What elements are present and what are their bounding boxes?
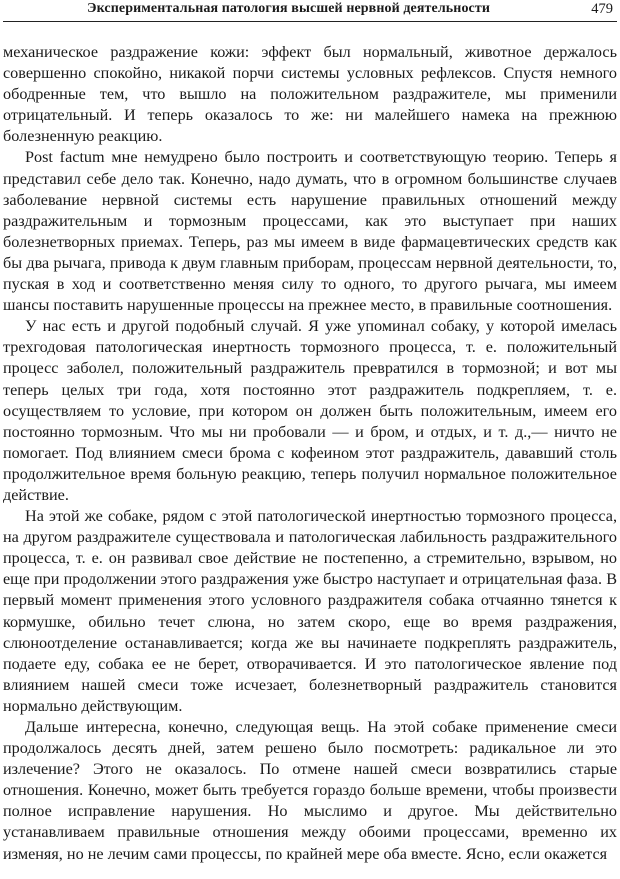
paragraph: Дальше интересна, конечно, следующая вещь. На этой собаке применение смеси продолжалось десять дней, затем решено было посмотреть: радикальное ли это излечение? Этого не оказалось. По отмене нашей смеси возвратились старые отношения. Конечно, может быть требуется гораздо больше времени, чтобы произвести полное исправление нарушения. Но мыслимо и другое. Мы действительно устанавливаем правильные отношения между обоими процессами, временно их изменяя, но не лечим сами процессы, по крайней мере оба вместе. Ясно, если окажется <box>3 718 617 863</box>
paragraph-continuation: механическое раздражение кожи: эффект был нормальный, животное держалось совершенно спокойно, никакой порчи системы условных рефлексов. Спустя немного ободренные тем, что вышло на положительном раздражителе, мы применили отрицательный. И теперь оказалось то же: ни малейшего намека на прежнюю болезненную реакцию. <box>3 43 617 146</box>
body-text <box>3 42 617 865</box>
paragraph: Post factum мне немудрено было построить и соответствующую теорию. Теперь я представил себе дело так. Конечно, надо думать, что в огромном большинстве случаев заболевание нервной системы есть нарушение правильных отношений между раздражительным и тормозным процессами, как это выступает при наших болезнетворных приемах. Теперь, раз мы имеем в виде фармацевтических средств как бы два рычага, привода к двум главным приборам, процессам нервной деятельности, то, пуская в ход и соответственно меняя силу то одного, то другого рычага, мы имеем шансы поставить нарушенные процессы на прежнее место, в правильные соотношения. <box>3 148 617 315</box>
running-header <box>3 1 617 22</box>
page-number: 479 <box>591 1 613 17</box>
paragraph: На этой же собаке, рядом с этой патологической инертностью тормозного процесса, на другом раздражителе существовала и патологическая лабильность раздражительного процесса, т. е. он развивал свое действие не постепенно, а стремительно, взрывом, но еще при продолжении этого раздражения уже быстро наступает и отрицательная фаза. В первый момент применения этого условного раздражителя собака отчаянно тянется к кормушке, обильно течет слюна, но затем скоро, еще во время раздражения, слюноотделение останавливается; когда же вы начинаете подкреплять раздражитель, подаете еду, собака ее не берет, отворачивается. И это патологическое явление под влиянием нашей смеси тоже исчезает, болезнетворный раздражитель становится нормально действующим. <box>3 507 617 715</box>
paragraph: У нас есть и другой подобный случай. Я уже упоминал собаку, у которой имелась трехгодовая патологическая инертность тормозного процесса, т. е. положительный процесс заболел, положительный раздражитель превратился в тормозной; и вот мы теперь целых три года, хотя постоянно этот раздражитель подкрепляем, т. е. осуществляем то условие, при котором он должен быть положительным, имеем его постоянно тормозным. Что мы ни пробовали — и бром, и отдых, и т. д.,— ничто не помогает. Под влиянием смеси брома с кофеином этот раздражитель, дававший столь продолжительное время больную реакцию, теперь получил нормальное положительное действие. <box>3 317 617 504</box>
book-page <box>3 0 617 879</box>
running-title: Экспериментальная патология высшей нервной деятельности <box>87 1 491 16</box>
